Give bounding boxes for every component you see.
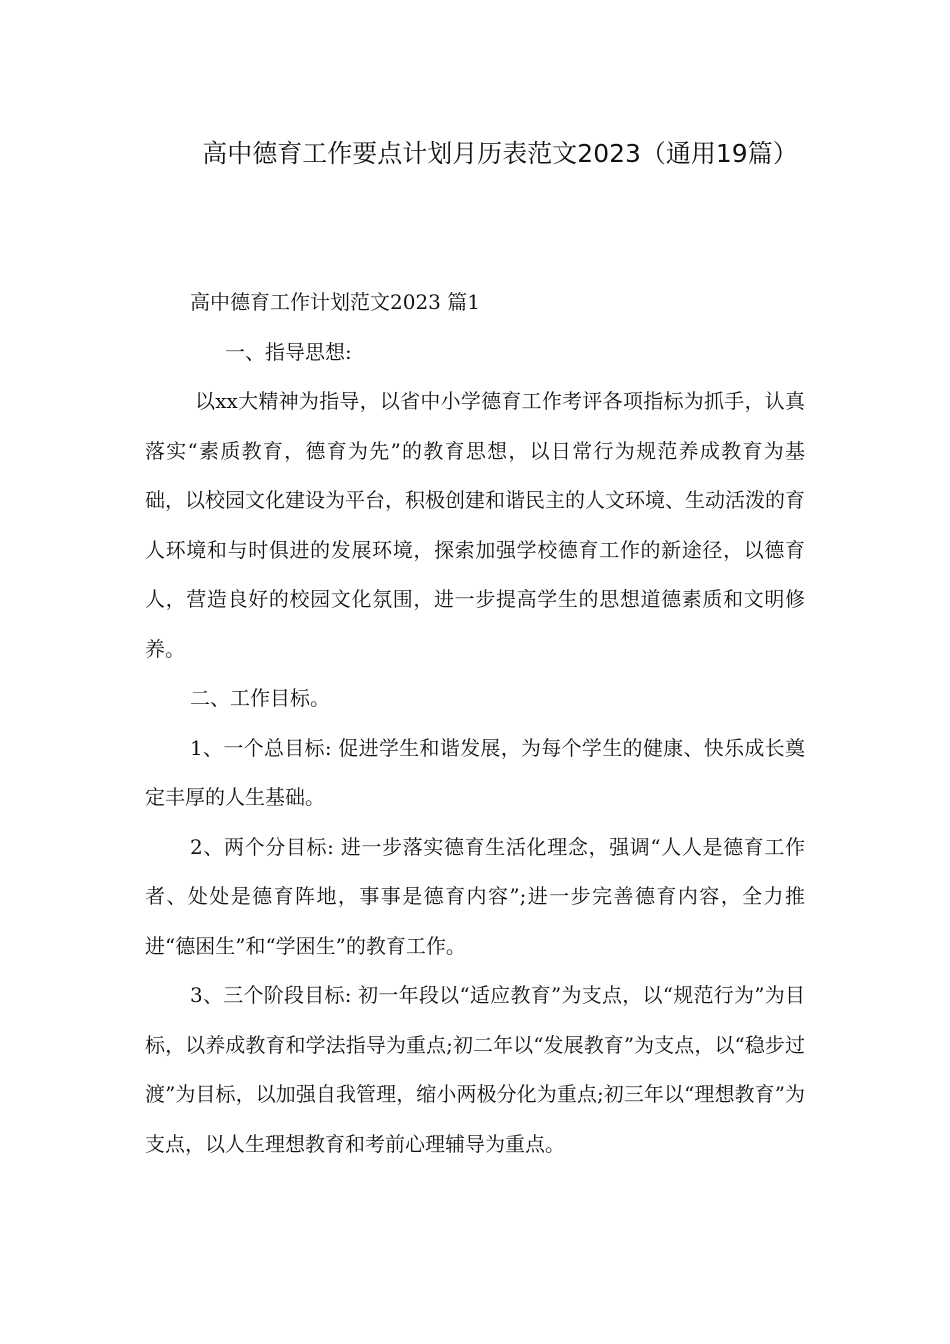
section-heading: 高中德育工作计划范文2023 篇1 xyxy=(190,290,480,314)
document-body xyxy=(145,278,805,1169)
paragraph: 3、三个阶段目标: 初一年段以“适应教育”为支点，以“规范行为”为目标，以养成教育和学法指导为重点;初二年以“发展教育”为支点，以“稳步过渡”为目标，以加强自我管理，缩小两极分化为重点;初三年以“理想教育”为支点，以人生理想教育和考前心理辅导为重点。 xyxy=(145,983,805,1156)
paragraph: 2、两个分目标: 进一步落实德育生活化理念，强调“人人是德育工作者、处处是德育阵地，事事是德育内容”;进一步完善德育内容，全力推进“德困生”和“学困生”的教育工作。 xyxy=(145,834,805,958)
subsection-heading: 一、指导思想: xyxy=(225,339,352,364)
paragraph: 以xx大精神为指导，以省中小学德育工作考评各项指标为抓手，认真落实“素质教育，德育为先”的教育思想，以日常行为规范养成教育为基础，以校园文化建设为平台，积极创建和谐民主的人文环境、生动活泼的育人环境和与时俱进的发展环境，探索加强学校德育工作的新途径，以德育人，营造良好的校园文化氛围，进一步提高学生的思想道德素质和文明修养。 xyxy=(145,389,805,661)
subsection-heading: 二、工作目标。 xyxy=(190,686,330,710)
paragraph: 1、一个总目标: 促进学生和谐发展，为每个学生的健康、快乐成长奠定丰厚的人生基础。 xyxy=(145,735,805,809)
document-title: 高中德育工作要点计划月历表范文2023（通用19篇） xyxy=(202,139,798,168)
